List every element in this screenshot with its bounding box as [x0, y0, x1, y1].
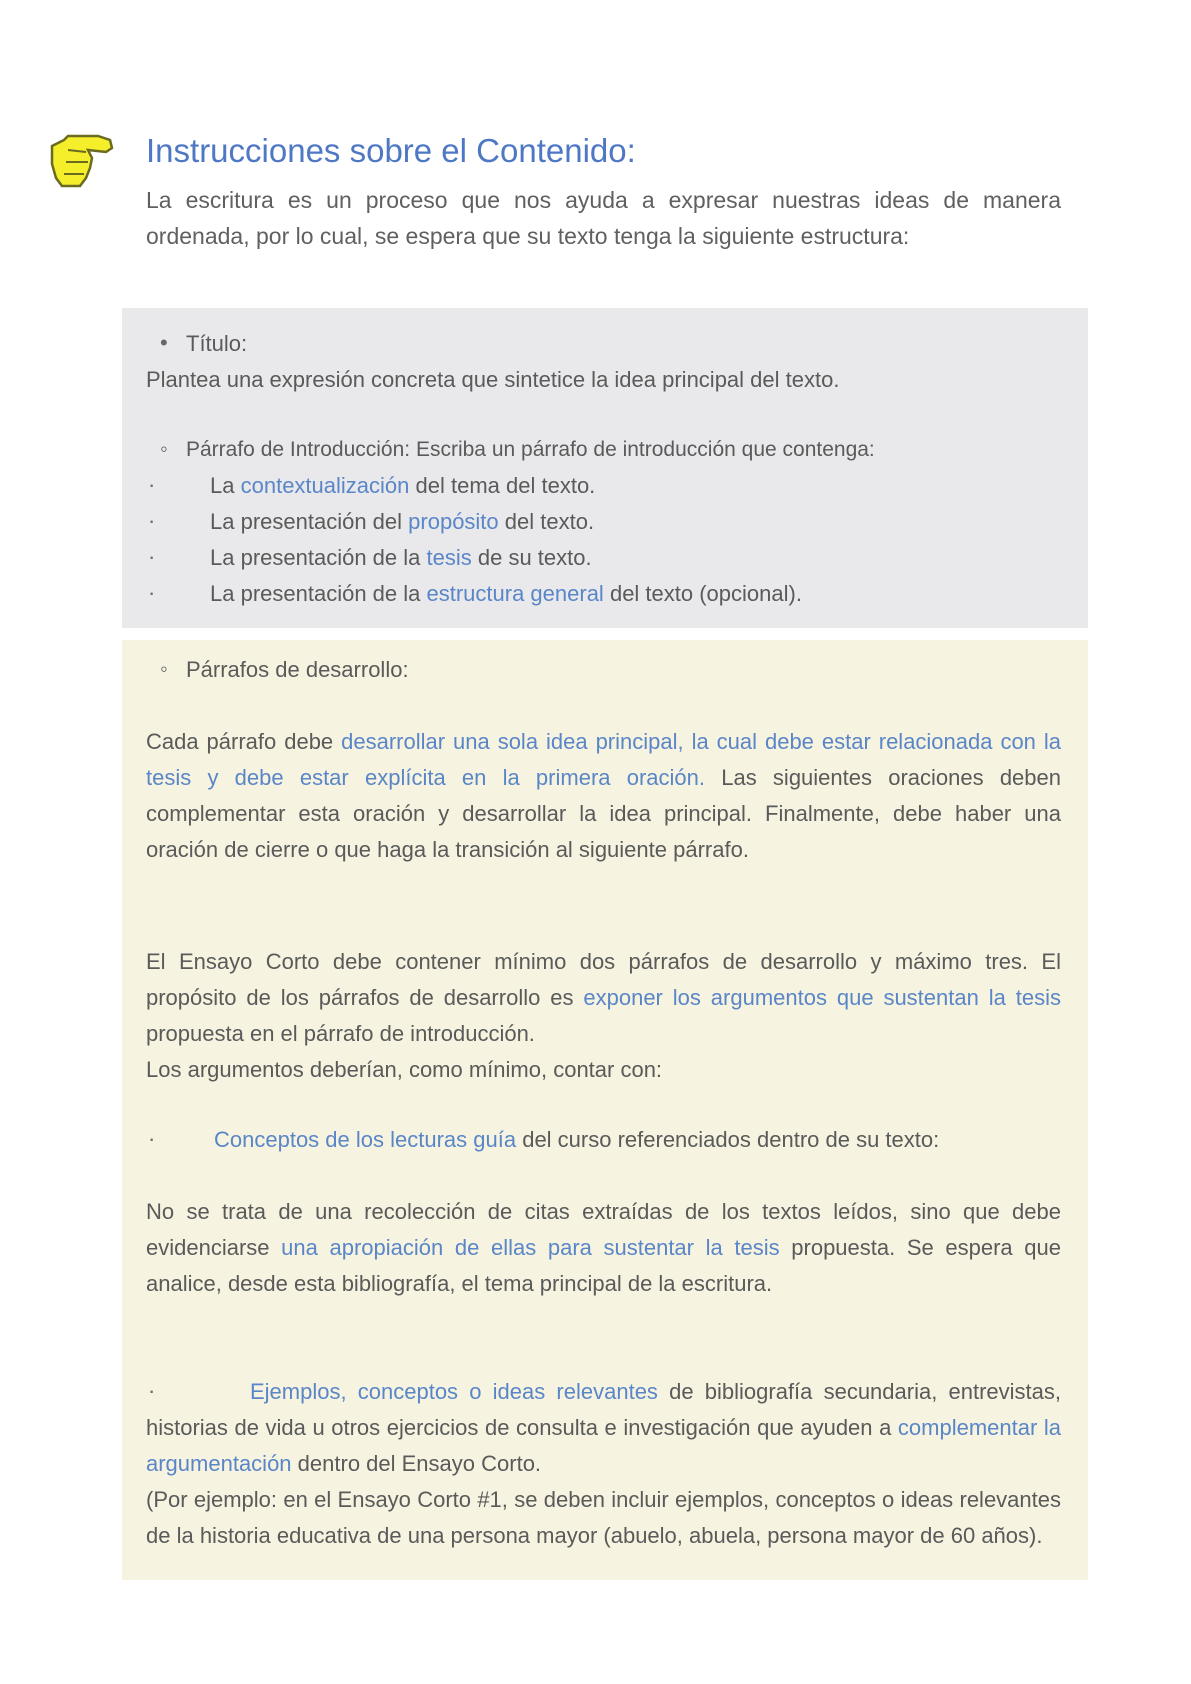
link-text[interactable]: una apropiación de ellas para sustentar la tesis — [281, 1235, 780, 1260]
link-text[interactable]: Ejemplos, conceptos o ideas relevantes — [250, 1379, 658, 1404]
bullet-dot: · — [148, 508, 156, 533]
titulo-label: Título: — [186, 331, 248, 356]
development-paragraph-1: Cada párrafo debe desarrollar una sola idea principal, la cual debe estar relacionada con la tesis y debe estar explícita en la primera oración. Las siguientes oraciones deben complementar esta oración y desarrollar la idea principal. Finalmente, debe haber una oración de cierre o que haga la transición al siguiente párrafo. — [146, 729, 1062, 862]
development-label: Párrafos de desarrollo: — [186, 657, 409, 682]
bullet-dot: · — [148, 1378, 156, 1403]
list-item: Conceptos de los lecturas guía del curso referenciados dentro de su texto: — [214, 1127, 940, 1152]
bullet-dot: · — [148, 1126, 156, 1151]
development-paragraph-2: El Ensayo Corto debe contener mínimo dos párrafos de desarrollo y máximo tres. El propósito de los párrafos de desarrollo es exponer los argumentos que sustentan la tesis propuesta en el párrafo de introducción. — [146, 949, 1061, 1046]
bullet-dot: · — [148, 472, 156, 497]
intro-paragraph: La escritura es un proceso que nos ayuda a expresar nuestras ideas de manera ordenada, por lo cual, se espera que su texto tenga la siguiente estructura: — [146, 187, 1061, 249]
list-item: La contextualización del tema del texto. — [210, 473, 596, 498]
bullet-dot: • — [160, 330, 168, 355]
link-text[interactable]: tesis — [426, 545, 472, 570]
list-item-detail: No se trata de una recolección de citas extraídas de los textos leídos, sino que debe evidenciarse una apropiación de ellas para sustentar la tesis propuesta. Se espera que analice, desde esta bibliografía, el tema principal de la escritura. — [146, 1199, 1061, 1296]
list-item: La presentación de la estructura general del texto (opcional). — [210, 581, 802, 606]
link-text[interactable]: Conceptos de los lecturas guía — [214, 1127, 517, 1152]
page-title: Instrucciones sobre el Contenido: — [146, 132, 636, 169]
list-item: Ejemplos, conceptos o ideas relevantes de bibliografía secundaria, entrevistas, historias de vida u otros ejercicios de consulta e investigación que ayuden a complementar la argumentación dentro del Ensayo Corto. — [146, 1379, 1061, 1476]
list-item: La presentación de la tesis de su texto. — [210, 545, 592, 570]
bullet-dot: · — [148, 580, 156, 605]
bullet-dot: ◦ — [160, 656, 168, 681]
arguments-intro: Los argumentos deberían, como mínimo, contar con: — [146, 1057, 663, 1082]
link-text[interactable]: propósito — [408, 509, 499, 534]
example-note: (Por ejemplo: en el Ensayo Corto #1, se deben incluir ejemplos, conceptos o ideas relevantes de la historia educativa de una persona mayor (abuelo, abuela, persona mayor de 60 años). — [146, 1487, 1061, 1548]
bullet-dot: · — [148, 544, 156, 569]
pointing-hand-icon — [48, 128, 114, 192]
titulo-description: Plantea una expresión concreta que sintetice la idea principal del texto. — [146, 367, 840, 392]
link-text[interactable]: exponer los argumentos que sustentan la tesis — [583, 985, 1061, 1010]
link-text[interactable]: complementar la argumentación — [146, 1415, 1061, 1476]
link-text[interactable]: desarrollar una sola idea principal, la cual debe estar relacionada con la tesis y debe estar explícita en la primera oración. — [146, 729, 1062, 790]
bullet-dot: ◦ — [160, 436, 168, 461]
intro-paragraph-label: Párrafo de Introducción: Escriba un párrafo de introducción que contenga: — [186, 438, 875, 461]
link-text[interactable]: estructura general — [426, 581, 604, 606]
list-item: La presentación del propósito del texto. — [210, 509, 595, 534]
link-text[interactable]: contextualización — [240, 473, 410, 498]
